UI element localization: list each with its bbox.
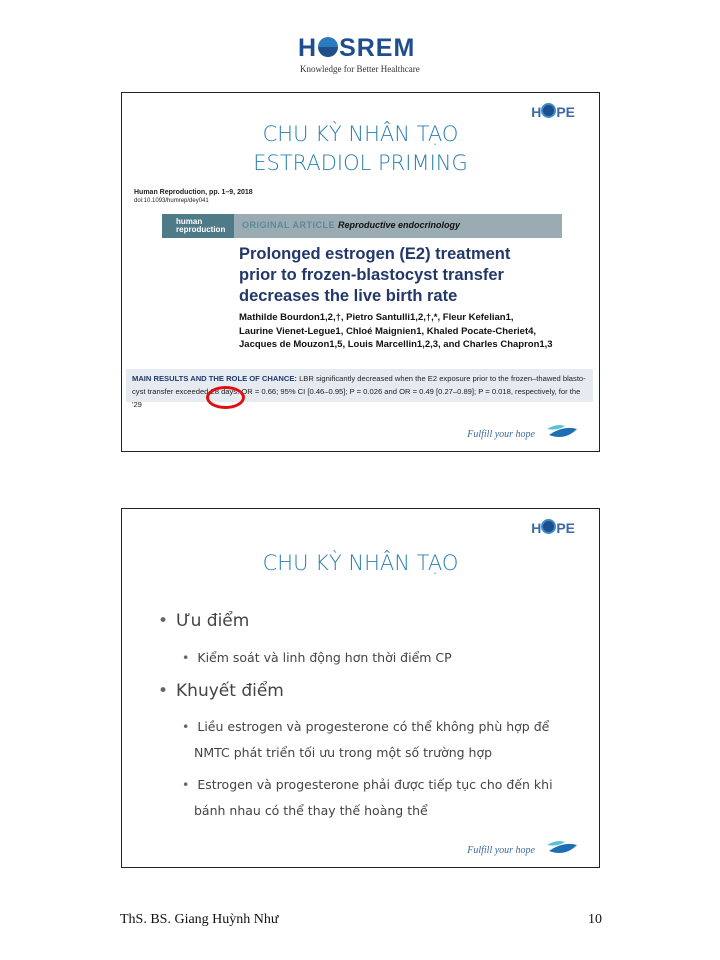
journal-band [162, 214, 562, 238]
logo-text: SREM [339, 34, 416, 62]
logo-o-icon [318, 37, 338, 57]
hope-o-icon [541, 103, 556, 118]
doi: doi:10.1093/humrep/dey041 [134, 198, 209, 204]
results-text: LBR significantly decreased when the E2 exposure prior to the frozen–thawed blasto- [296, 374, 586, 383]
results-label: MAIN RESULTS AND THE ROLE OF CHANCE: [132, 374, 297, 383]
red-circle-annotation [206, 386, 245, 409]
paper-title [239, 244, 510, 307]
slogan: Fulfill your hope [467, 845, 535, 856]
bullet-disadvantages: • Khuyết điểm [158, 681, 284, 701]
results-text: cyst transfer exceeded 28 days: OR = 0.66; 95% CI [0.46–0.95]; P = 0.026 and OR = 0.49 [0.27–0.89]; P = 0.018, respectively, for the '29 [132, 387, 581, 409]
page-number: 10 [588, 912, 602, 927]
title-line: ESTRADIOL PRIMING [253, 151, 468, 175]
slide-2 [121, 508, 600, 868]
slide-1 [121, 92, 600, 452]
band-label: ORIGINAL ARTICLE [242, 220, 335, 230]
author-line: Laurine Vienet-Legue1, Chloé Maignien1, Khaled Pocate-Cheriet4, [239, 325, 537, 337]
journal-ref: Human Reproduction, pp. 1–9, 2018 [134, 189, 253, 196]
article-type [242, 220, 460, 230]
title-line: prior to frozen-blastocyst transfer [239, 266, 504, 284]
author-line: Jacques de Mouzon1,5, Louis Marcellin1,2,3, and Charles Chapron1,3 [239, 339, 553, 350]
slide-title [122, 120, 599, 178]
title-line: Prolonged estrogen (E2) treatment [239, 245, 511, 263]
title-line: decreases the live birth rate [239, 287, 458, 305]
logo-tagline: Knowledge for Better Healthcare [300, 64, 420, 74]
main-results [126, 369, 593, 409]
bullet-item-cont: NMTC phát triển tối ưu trong một số trường hợp [194, 745, 493, 760]
slide-title: CHU KỲ NHÂN TẠO [262, 551, 459, 575]
bullet-item-cont: bánh nhau có thể thay thế hoàng thể [194, 803, 428, 818]
bullet-item: • Liều estrogen và progesterone có thể không phù hợp để [182, 713, 549, 741]
slogan: Fulfill your hope [467, 429, 535, 440]
footer-author: ThS. BS. Giang Huỳnh Như [120, 912, 279, 927]
authors [239, 311, 553, 352]
journal-name: human reproduction [162, 214, 234, 238]
bullet-item: • Estrogen và progesterone phải được tiếp tục cho đến khi [182, 771, 553, 799]
hope-o-icon [541, 519, 556, 534]
wave-logo-icon [543, 839, 577, 855]
band-category: Reproductive endocrinology [338, 220, 461, 230]
bullet-item: • Kiểm soát và linh động hơn thời điểm CP [182, 644, 452, 672]
author-line: Mathilde Bourdon1,2,†, Pietro Santulli1,2,†,*, Fleur Kefelian1, [239, 312, 514, 323]
title-line: CHU KỲ NHÂN TẠO [262, 122, 459, 146]
hope-logo: H PE [531, 520, 575, 536]
hope-logo: H PE [531, 104, 575, 120]
logo-text: H [298, 34, 318, 62]
bullet-advantages: • Ưu điểm [158, 611, 249, 631]
hosrem-logo [298, 34, 415, 63]
wave-logo-icon [543, 423, 577, 439]
